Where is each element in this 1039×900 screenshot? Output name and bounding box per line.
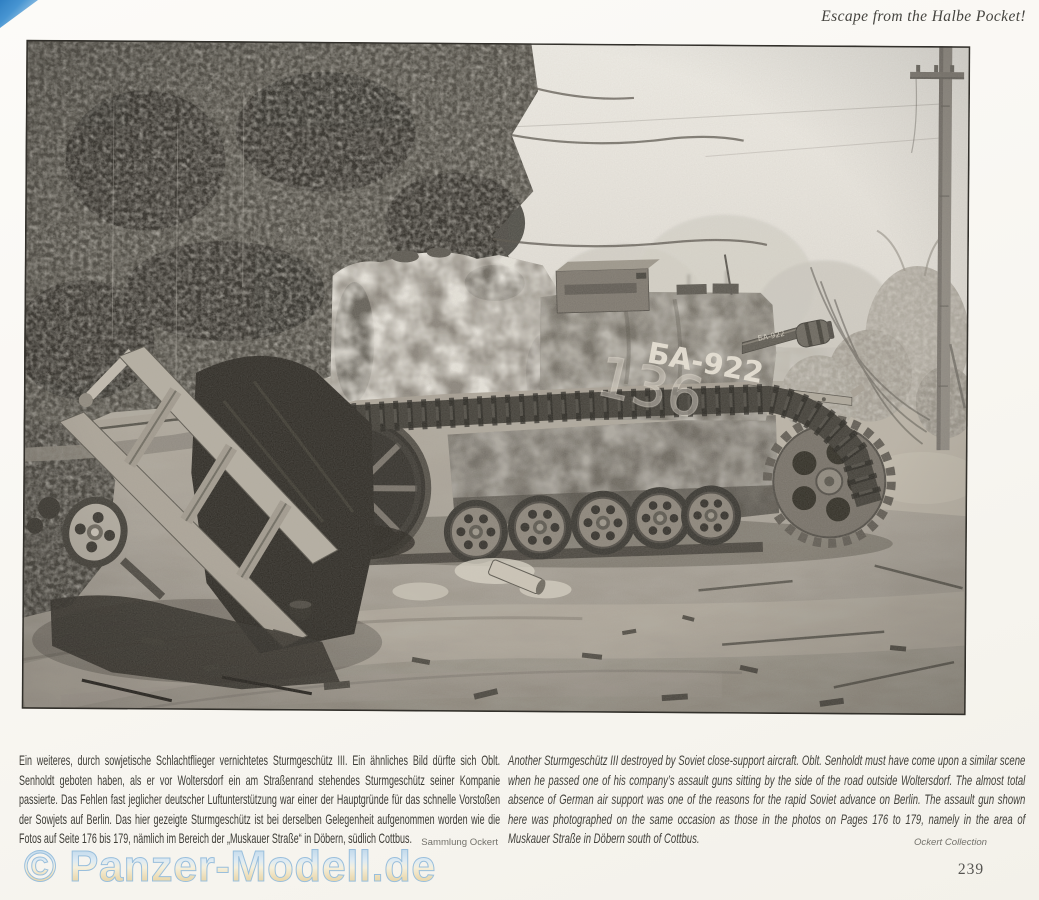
caption-german [19,751,500,849]
caption-german-credit: Sammlung Ockert [421,836,498,848]
caption-german-text: Ein weiteres, durch sowjetische Schlachtflieger vernichtetes Sturmgeschütz III. Ein ähnliches Bild dürfte sich Oblt. Senholdt geboten haben, als er vor Woltersdorf ein am Straßenrand stehendes Sturmgeschütz seiner Kompanie passierte. Das Fehlen fast jeglicher deutscher Luftunterstützung war einer der Hauptgründe für das schnelle Vorstoßen der Sowjets auf Berlin. Das hier gezeigte Sturmgeschütz ist bei derselben Gelegenheit aufgenommen worden wie die Fotos auf Seite 176 bis 179, nämlich im Bereich der „Muskauer Straße“ in Döbern, südlich Cottbus. [19,753,501,847]
caption-english-credit: Ockert Collection [913,836,987,848]
caption-english-text: Another Sturmgeschütz III destroyed by Soviet close-support aircraft. Oblt. Senholdt must have come upon a similar scene when he passed one of his company’s assault guns sitting by the side of the road outside Woltersdorf. The almost total absence of German air support was one of the reasons for the rapid Soviet advance on Berlin. The assault gun shown here was photographed on the same occasion as those in the photos on Pages 176 to 179, namely in the area of Muskauer Straße in Döbern south of Cottbus. [508,753,1026,847]
battlefield-photo [22,40,971,716]
watermark-text: © Panzer-Modell.de [24,842,436,891]
photo-scene [22,40,971,716]
caption-english [508,751,1025,849]
page-number: 239 [957,861,985,878]
scan-corner-artifact [0,0,38,28]
caption-row [19,751,1025,849]
running-head: Escape from the Halbe Pocket! [821,8,1026,25]
